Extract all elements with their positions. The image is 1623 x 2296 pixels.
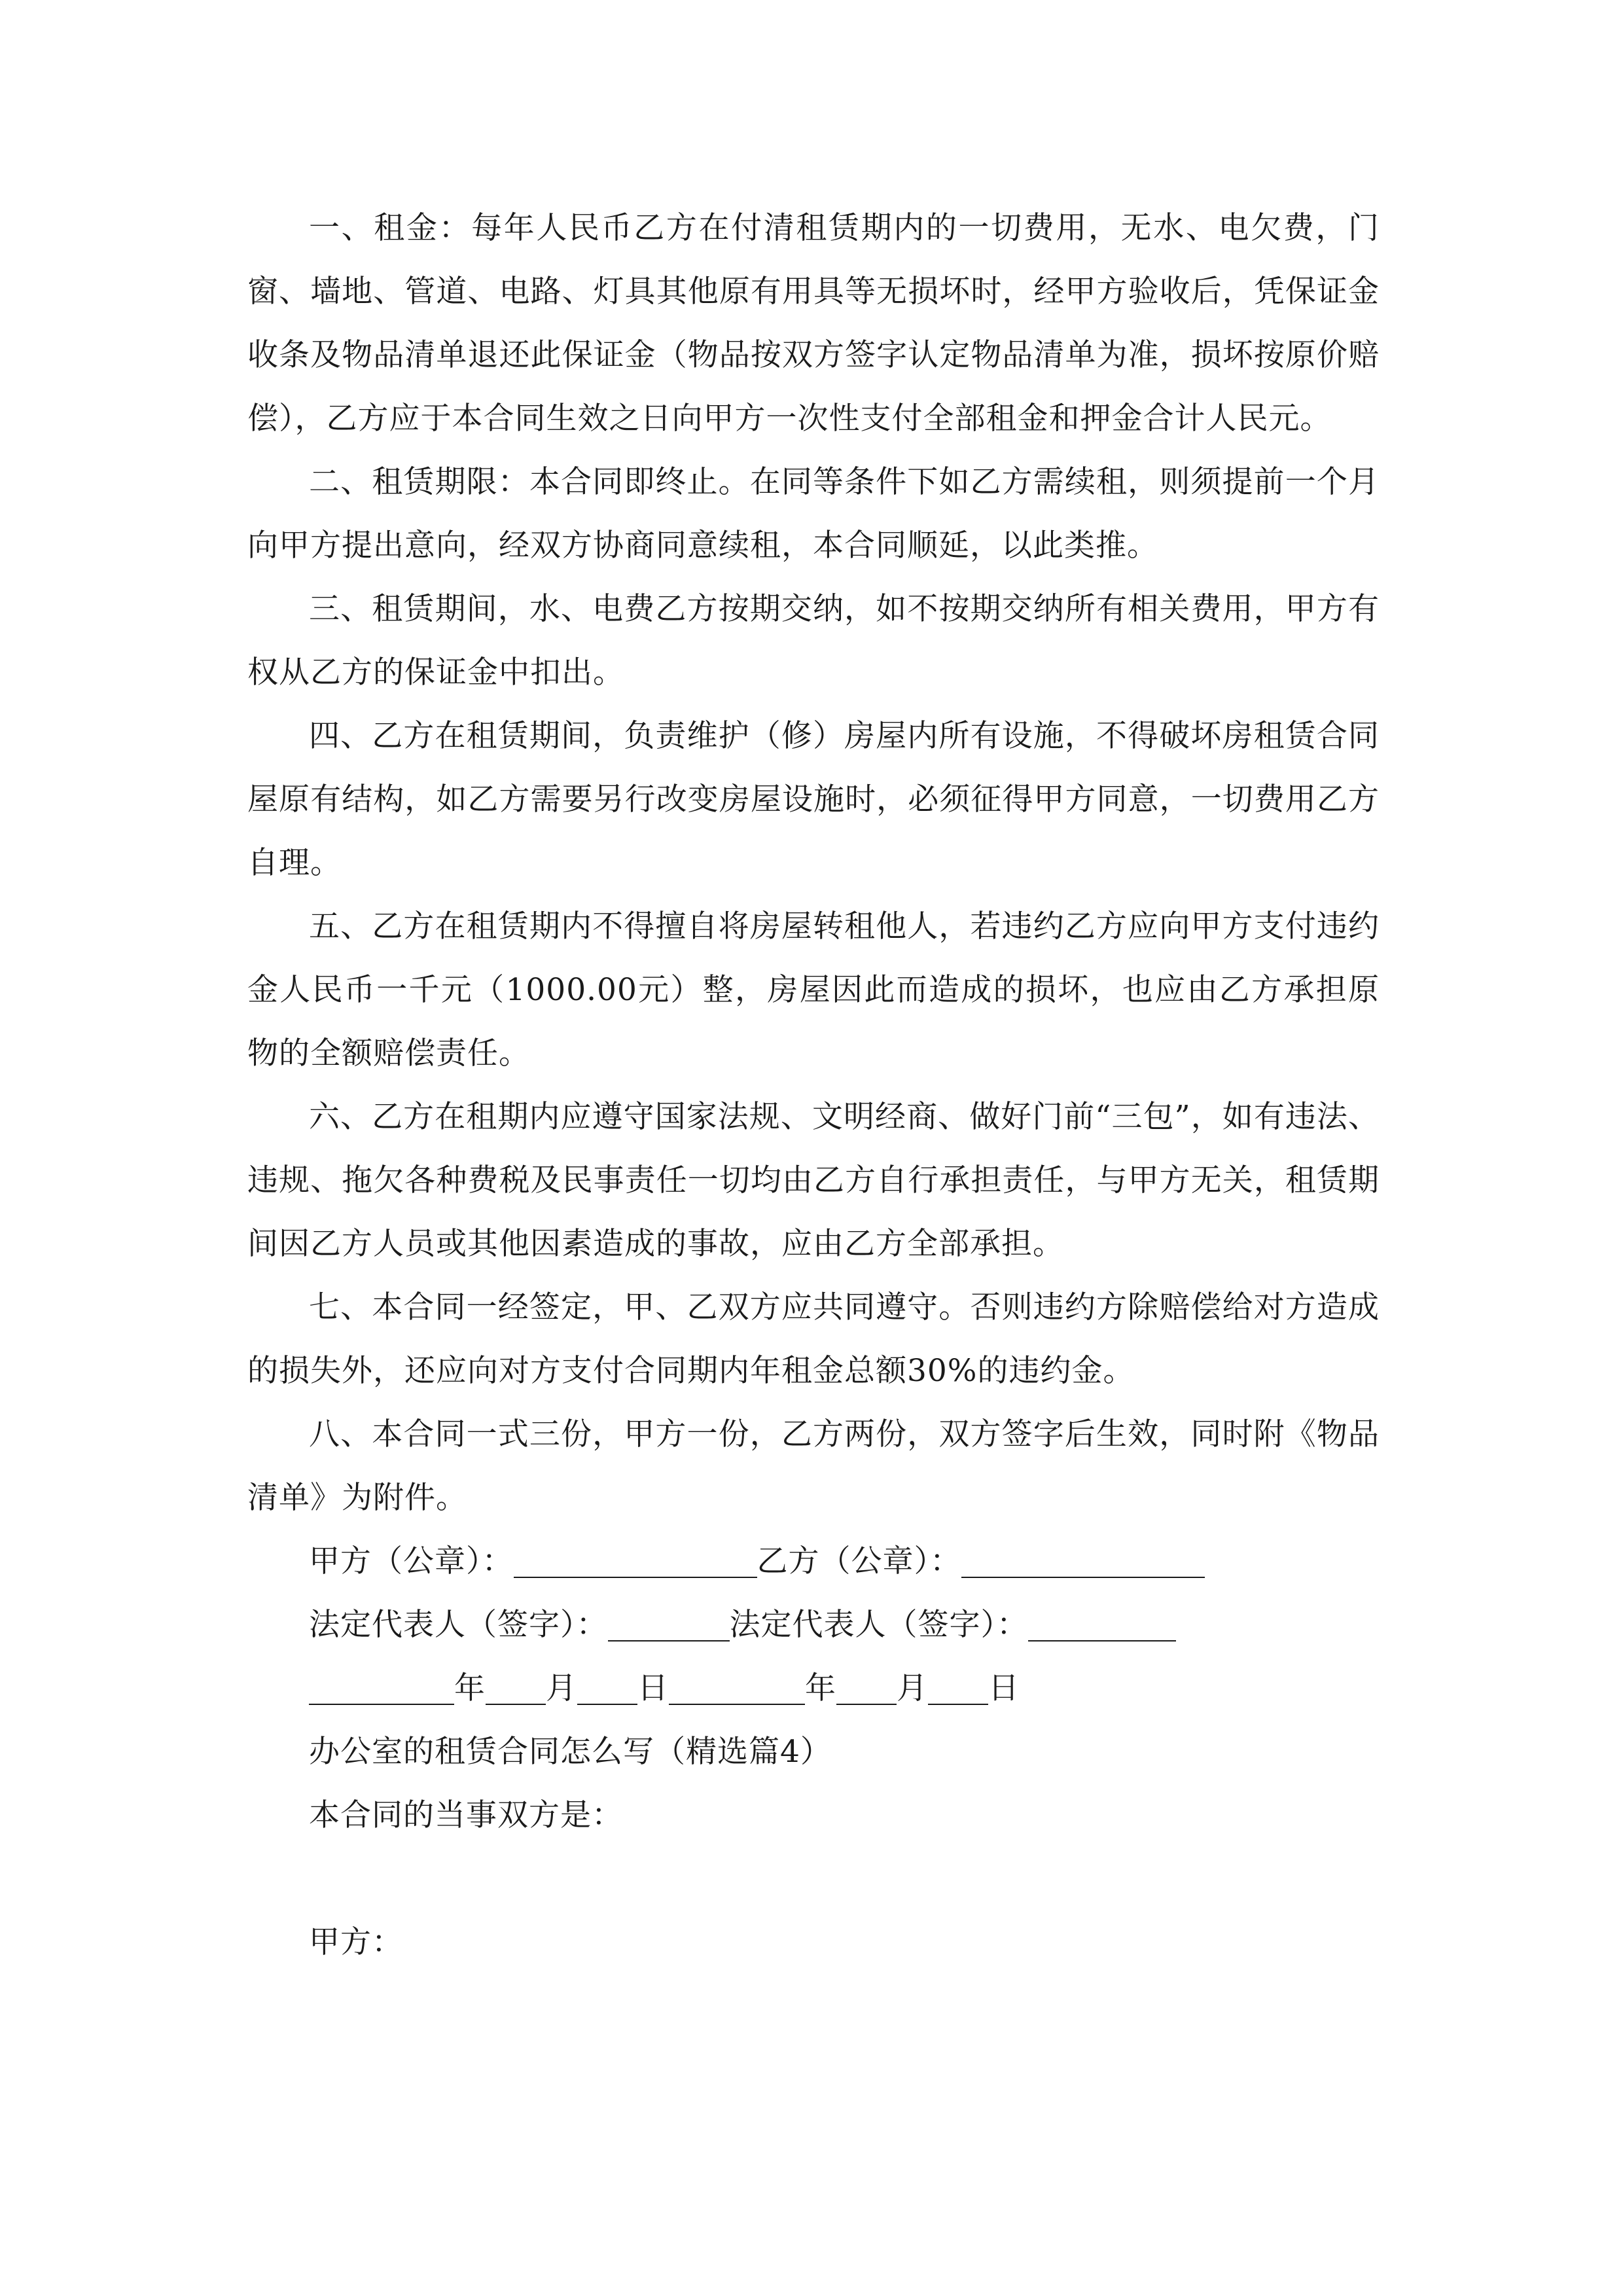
- clause-2-term: 二、租赁期限：本合同即终止。在同等条件下如乙方需续租，则须提前一个月向甲方提出意向，经双方协商同意续租，本合同顺延，以此类推。: [247, 464, 1380, 564]
- party-b-rep-blank: [1028, 1606, 1176, 1641]
- party-a-rep-label: 法定代表人（签字）：: [309, 1607, 608, 1643]
- seal-line: [247, 1530, 1380, 1593]
- party-a-year-label: 年: [454, 1670, 486, 1706]
- clause-6-compliance: 六、乙方在租期内应遵守国家法规、文明经商、做好门前“三包”，如有违法、违规、拖欠各种费税及民事责任一切均由乙方自行承担责任，与甲方无关，租赁期间因乙方人员或其他因素造成的事故，应由乙方全部承担。: [247, 1099, 1380, 1262]
- representative-line: [247, 1593, 1380, 1657]
- party-a-day-blank: [577, 1670, 637, 1705]
- party-b-seal-blank: [961, 1543, 1205, 1578]
- party-b-month-blank: [836, 1670, 897, 1705]
- party-b-seal-label: 乙方（公章）：: [757, 1543, 961, 1579]
- document-body: [247, 196, 1380, 1974]
- party-a-month-blank: [486, 1670, 546, 1705]
- parties-intro: 本合同的当事双方是：: [309, 1797, 623, 1833]
- clause-3-utilities: 三、租赁期间，水、电费乙方按期交纳，如不按期交纳所有相关费用，甲方有权从乙方的保证金中扣出。: [247, 591, 1380, 691]
- spacer: [247, 1847, 1380, 1910]
- party-b-day-label: 日: [988, 1670, 1020, 1706]
- party-b-year-blank: [669, 1670, 805, 1705]
- party-a-seal-label: 甲方（公章）：: [309, 1543, 514, 1579]
- clause-5-sublet: 五、乙方在租赁期内不得擅自将房屋转租他人，若违约乙方应向甲方支付违约金人民币一千元（1000.00元）整，房屋因此而造成的损坏，也应由乙方承担原物的全额赔偿责任。: [247, 908, 1380, 1071]
- party-a-rep-blank: [608, 1606, 730, 1641]
- party-a-label: 甲方：: [309, 1924, 403, 1960]
- clause-1-rent: 一、租金：每年人民币乙方在付清租赁期内的一切费用，无水、电欠费，门窗、墙地、管道、电路、灯具其他原有用具等无损坏时，经甲方验收后，凭保证金收条及物品清单退还此保证金（物品按双方签字认定物品清单为准，损坏按原价赔偿），乙方应于本合同生效之日向甲方一次性支付全部租金和押金合计人民元。: [247, 210, 1380, 437]
- clause-8-copies: 八、本合同一式三份，甲方一份，乙方两份，双方签字后生效，同时附《物品清单》为附件。: [247, 1416, 1380, 1516]
- party-a-seal-blank: [514, 1543, 757, 1578]
- party-a-month-label: 月: [546, 1670, 577, 1706]
- party-a-day-label: 日: [637, 1670, 669, 1706]
- section-title: 办公室的租赁合同怎么写（精选篇4）: [309, 1734, 832, 1770]
- party-b-day-blank: [928, 1670, 988, 1705]
- clause-7-breach: 七、本合同一经签定，甲、乙双方应共同遵守。否则违约方除赔偿给对方造成的损失外，还应向对方支付合同期内年租金总额30%的违约金。: [247, 1289, 1380, 1389]
- party-b-rep-label: 法定代表人（签字）：: [729, 1607, 1028, 1643]
- date-line: [247, 1657, 1380, 1720]
- party-b-month-label: 月: [897, 1670, 928, 1706]
- party-a-year-blank: [309, 1670, 454, 1705]
- party-b-year-label: 年: [805, 1670, 836, 1706]
- clause-4-maintenance: 四、乙方在租赁期间，负责维护（修）房屋内所有设施，不得破坏房租赁合同屋原有结构，如乙方需要另行改变房屋设施时，必须征得甲方同意，一切费用乙方自理。: [247, 718, 1380, 881]
